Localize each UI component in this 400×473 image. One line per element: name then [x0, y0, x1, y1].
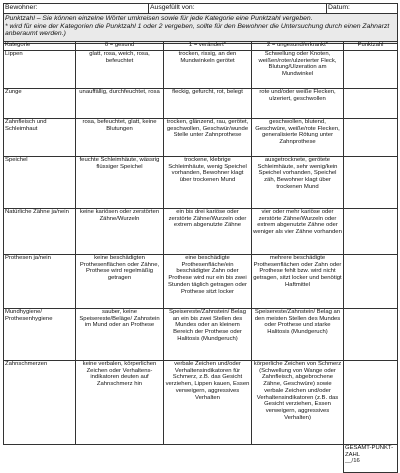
cell-veraendert[interactable]: Speisereste/Zahnstein/ Belag an ein bis zwei Stellen des Mundes oder an kleinem Bereich der Prothese oder Halitosis (Mundgeruch) — [164, 309, 252, 361]
cell-gesund[interactable]: keine beschädigten Prothesenflächen oder Zähne, Prothese wird regelmäßig getragen — [76, 255, 164, 309]
col-header-ungesund: 2 = ungesund/erkrankt* — [252, 42, 344, 51]
score-input[interactable] — [344, 361, 398, 445]
table-row — [4, 51, 398, 89]
category-label: Zunge — [4, 89, 76, 119]
score-input[interactable] — [344, 119, 398, 157]
score-input[interactable] — [344, 209, 398, 255]
col-header-veraendert: 1 = verändert* — [164, 42, 252, 51]
score-input[interactable] — [344, 89, 398, 119]
total-value: __/16 — [345, 458, 360, 465]
total-spacer — [4, 445, 344, 473]
ausgefuellt-field[interactable]: Ausgefüllt von: — [149, 4, 327, 14]
total-label: GESAMT-PUNKT-ZAHL — [345, 445, 394, 458]
table-row — [4, 157, 398, 209]
category-label: Mundhygiene/ Prothesenhygiene — [4, 309, 76, 361]
cell-gesund[interactable]: keine verbalen, körperlichen Zeichen oder Verhaltens-indikatoren deuten auf Zahnschmerz hin — [76, 361, 164, 445]
cell-ungesund[interactable]: rote und/oder weiße Flecken, ulzeriert, geschwollen — [252, 89, 344, 119]
category-label: Lippen — [4, 51, 76, 89]
cell-gesund[interactable]: keine kariösen oder zerstörten Zähne/Wurzeln — [76, 209, 164, 255]
total-row — [4, 445, 398, 473]
datum-field[interactable]: Datum: — [327, 4, 398, 14]
table-row — [4, 255, 398, 309]
cell-ungesund[interactable]: Speisereste/Zahnstein/ Belag an den meisten Stellen des Mundes oder Prothese und starke Halitosis (Mundgeruch) — [252, 309, 344, 361]
category-label: Speichel — [4, 157, 76, 209]
assessment-table — [3, 41, 398, 473]
score-input[interactable] — [344, 309, 398, 361]
bewohner-field[interactable]: Bewohner: — [4, 4, 149, 14]
table-row — [4, 309, 398, 361]
cell-gesund[interactable]: feuchte Schleimhäute, wässrig flüssiger Speichel — [76, 157, 164, 209]
cell-veraendert[interactable]: fleckig, gefurcht, rot, belegt — [164, 89, 252, 119]
cell-veraendert[interactable]: verbale Zeichen und/oder Verhaltensindikatoren für Schmerz, z.B. das Gesicht verziehen, Lippen kauen, Essen verweigern, aggressives Verhalten — [164, 361, 252, 445]
instruction-note — [4, 14, 398, 44]
instruction-line-1: Punktzahl – Sie können einzelne Wörter umkreisen sowie für jede Kategorie eine Punktzahl vergeben. — [5, 15, 313, 22]
col-header-punktzahl: Punktzahl — [344, 42, 398, 51]
category-label: Prothesen ja/nein — [4, 255, 76, 309]
category-label: Zahnschmerzen — [4, 361, 76, 445]
cell-ungesund[interactable]: ausgetrocknete, gerötete Schleimhäute, sehr wenig/kein Speichel vorhanden, Speichel zäh, Bewohner klagt über trockenen Mund — [252, 157, 344, 209]
form-header — [3, 3, 398, 44]
cell-gesund[interactable]: glatt, rosa, weich, rosa, befeuchtet — [76, 51, 164, 89]
score-input[interactable] — [344, 255, 398, 309]
table-row — [4, 361, 398, 445]
cell-ungesund[interactable]: geschwollen, blutend, Geschwüre, weiße/rote Flecken, generalisierte Rötung unter Zahnprothese — [252, 119, 344, 157]
col-header-kategorie: Kategorie — [4, 42, 76, 51]
table-header-row — [4, 42, 398, 51]
cell-ungesund[interactable]: körperliche Zeichen von Schmerz (Schwellung von Wange oder Zahnfleisch, abgebrochene Zähne, Geschwüre) sowie verbale Zeichen und/oder Verhaltensindikatoren (z.B. das Gesicht verziehen, Essen verweigern, aggressives Verhalten) — [252, 361, 344, 445]
cell-ungesund[interactable]: Schwellung oder Knoten, weißen/roter/ulzerierter Fleck, Blutung/Ulzeration am Mundwinkel — [252, 51, 344, 89]
category-label: Natürliche Zähne ja/nein — [4, 209, 76, 255]
score-input[interactable] — [344, 51, 398, 89]
cell-veraendert[interactable]: eine beschädigte Prothesenfläche/ein beschädigter Zahn oder Prothese wird nur ein bis zwei Stunden täglich getragen oder Prothese sitzt locker — [164, 255, 252, 309]
col-header-gesund: 0 = gesund — [76, 42, 164, 51]
table-row — [4, 209, 398, 255]
score-input[interactable] — [344, 157, 398, 209]
total-score-field[interactable] — [344, 445, 398, 473]
table-row — [4, 89, 398, 119]
instruction-line-2: * wird für eine der Kategorien die Punktzahl 1 oder 2 vergeben, sollte für den Bewohner die Untersuchung durch einen Zahnarzt anberaumt werden.) — [5, 22, 390, 38]
cell-veraendert[interactable]: trocken, rissig, an den Mundwinkeln gerötet — [164, 51, 252, 89]
cell-gesund[interactable]: unauffällig, durchfeuchtet, rosa — [76, 89, 164, 119]
cell-veraendert[interactable]: trockene, klebrige Schleimhäute, wenig Speichel vorhanden, Bewohner klagt über trockenen Mund — [164, 157, 252, 209]
category-label: Zahnfleisch und Schleimhaut — [4, 119, 76, 157]
cell-veraendert[interactable]: ein bis drei kariöse oder zerstörte Zähne/Wurzeln oder extrem abgenutzte Zähne — [164, 209, 252, 255]
cell-veraendert[interactable]: trocken, glänzend, rau, gerötet, geschwollen, Geschwür/wunde Stelle unter Zahnprothese — [164, 119, 252, 157]
cell-ungesund[interactable]: mehrere beschädigte Prothesenflächen oder Zahn oder Prothese fehlt bzw. wird nicht getragen, sitzt locker und benötigt Haftmittel — [252, 255, 344, 309]
cell-gesund[interactable]: rosa, befeuchtet, glatt, keine Blutungen — [76, 119, 164, 157]
cell-ungesund[interactable]: vier oder mehr kariöse oder zerstörte Zähne/Wurzeln oder extrem abgenutzte Zähne oder weniger als vier Zähne vorhanden — [252, 209, 344, 255]
cell-gesund[interactable]: sauber, keine Speisereste/Beläge/ Zahnstein im Mund oder an Prothese — [76, 309, 164, 361]
table-row — [4, 119, 398, 157]
